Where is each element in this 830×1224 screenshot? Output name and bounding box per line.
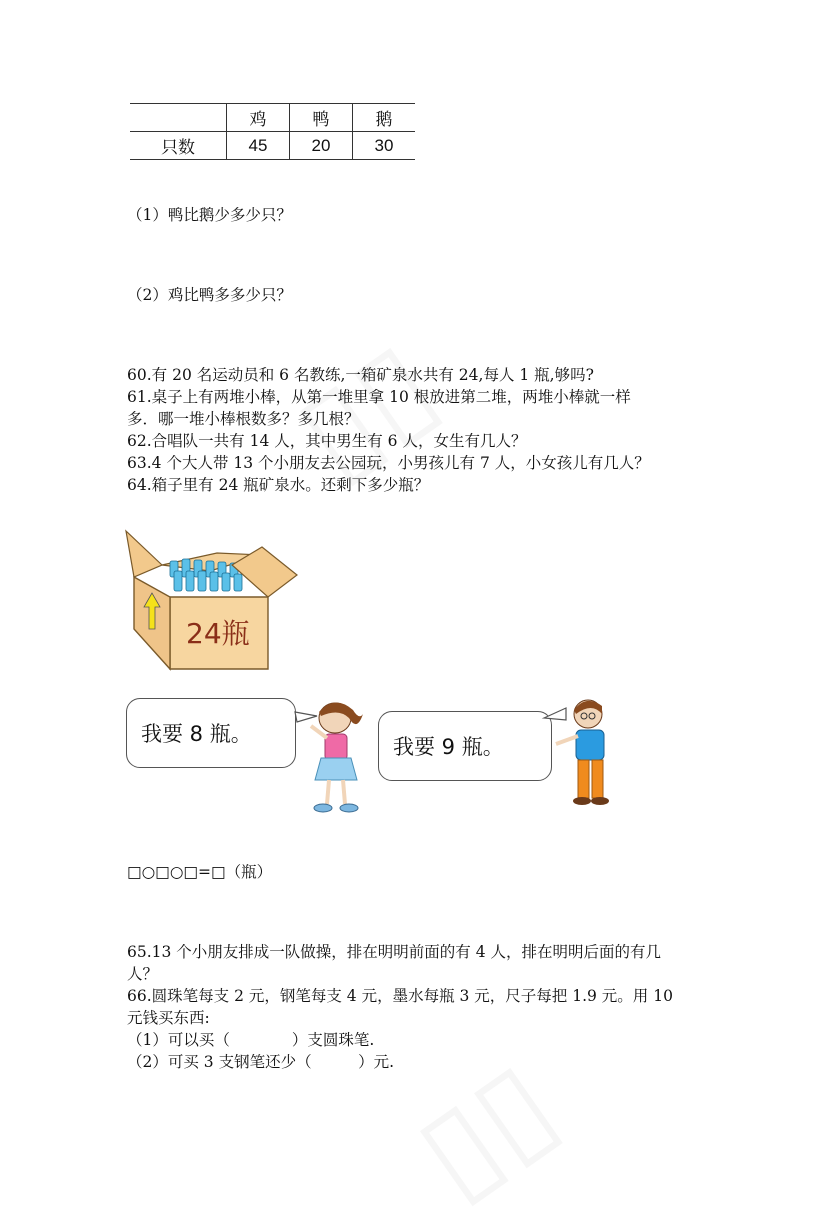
- water-box-illustration: [122, 525, 302, 675]
- equation-blank: □○□○□=□（瓶）: [127, 863, 273, 881]
- table-row-label: 只数: [130, 132, 227, 160]
- problem-63: 63.4 个大人带 13 个小朋友去公园玩，小男孩儿有 7 人，小女孩儿有几人？: [127, 454, 650, 472]
- boy-speech-bubble: [378, 711, 552, 781]
- question-2: （2）鸡比鸭多多少只？: [127, 286, 292, 304]
- girl-speech-text: 我要 8 瓶。: [141, 722, 252, 746]
- table-header-duck: 鸭: [290, 104, 353, 132]
- table-header-blank: [130, 104, 227, 132]
- problem-64: 64.箱子里有 24 瓶矿泉水。还剩下多少瓶？: [127, 476, 430, 494]
- watermark: [392, 1035, 580, 1224]
- table-header-chicken: 鸡: [227, 104, 290, 132]
- problem-66-part1: （1）可以买（ ）支圆珠笔.: [127, 1031, 375, 1049]
- problem-66-part2: （2）可买 3 支钢笔还少（ ）元.: [127, 1053, 395, 1071]
- question-1: （1）鸭比鹅少多少只？: [127, 206, 292, 224]
- problem-66-line1: 66.圆珠笔每支 2 元，钢笔每支 4 元，墨水每瓶 3 元，尺子每把 1.9 元。用 10: [127, 987, 673, 1005]
- problem-65-line1: 65.13 个小朋友排成一队做操，排在明明前面的有 4 人，排在明明后面的有几: [127, 943, 662, 961]
- problem-60: 60.有 20 名运动员和 6 名教练,一箱矿泉水共有 24,每人 1 瓶,够吗?: [127, 366, 594, 384]
- girl-illustration: [283, 698, 373, 823]
- boy-illustration: [540, 696, 625, 808]
- boy-speech-text: 我要 9 瓶。: [393, 735, 504, 759]
- problem-66-line2: 元钱买东西:: [127, 1009, 210, 1027]
- table-cell-chicken: 45: [227, 132, 290, 160]
- problem-61-line1: 61.桌子上有两堆小棒，从第一堆里拿 10 根放进第二堆，两堆小棒就一样: [127, 388, 631, 406]
- problem-61-line2: 多．哪一堆小棒根数多？多几根？: [127, 410, 360, 428]
- box-label: 24瓶: [186, 617, 250, 650]
- table-cell-duck: 20: [290, 132, 353, 160]
- problem-62: 62.合唱队一共有 14 人，其中男生有 6 人，女生有几人？: [127, 432, 527, 450]
- problem-65-line2: 人？: [127, 965, 159, 983]
- table-header-goose: 鹅: [353, 104, 416, 132]
- table-cell-goose: 30: [353, 132, 416, 160]
- poultry-count-table: [130, 103, 415, 160]
- girl-speech-bubble: [126, 698, 296, 768]
